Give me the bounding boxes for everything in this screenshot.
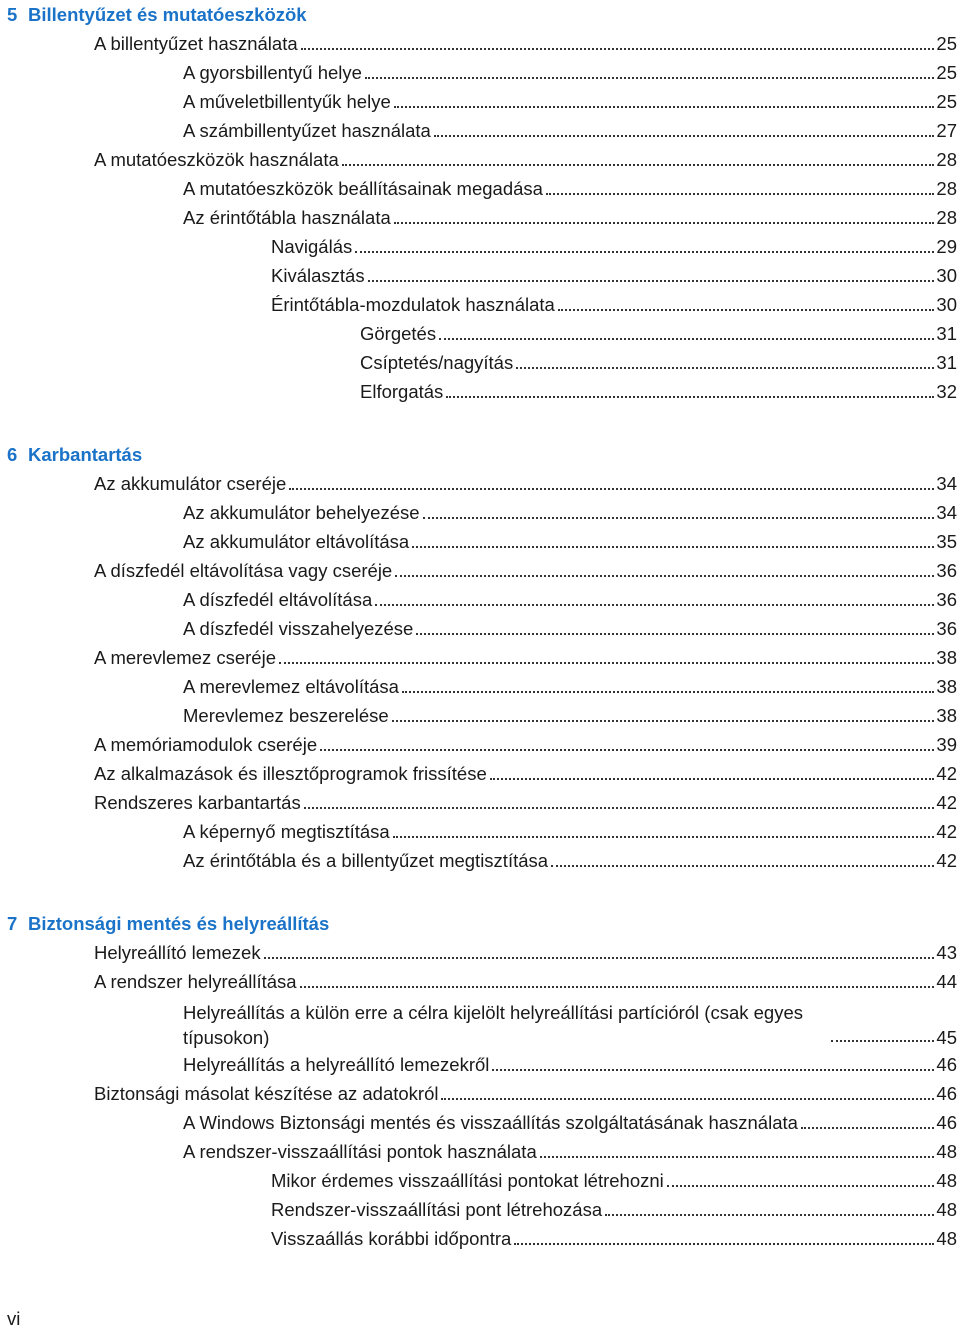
toc-entry[interactable]: [0, 1050, 960, 1079]
toc-entry-title: Az érintőtábla használata: [183, 207, 391, 228]
toc-entry-page: 36: [936, 618, 957, 639]
toc-entry-title: Görgetés: [360, 323, 437, 344]
toc-entry-page: 42: [936, 763, 957, 784]
dot-leader: [492, 1069, 934, 1071]
toc-entry-title: Csíptetés/nagyítás: [360, 352, 514, 373]
dot-leader: [365, 77, 934, 79]
dot-leader: [605, 1214, 934, 1216]
toc-entry-title: Az akkumulátor cseréje: [94, 473, 287, 494]
toc-entry[interactable]: [0, 1079, 960, 1108]
toc-entry[interactable]: [0, 1166, 960, 1195]
toc-entry-title: A billentyűzet használata: [94, 33, 298, 54]
dot-leader: [300, 986, 935, 988]
toc-entry[interactable]: [0, 58, 960, 87]
toc-entry-page: 48: [936, 1141, 957, 1162]
toc-entry-page: 46: [936, 1054, 957, 1075]
toc-entry[interactable]: [0, 938, 960, 967]
dot-leader: [393, 836, 935, 838]
toc-entry[interactable]: [0, 730, 960, 759]
dot-leader: [831, 1040, 934, 1042]
dot-leader: [304, 807, 935, 809]
toc-entry-page: 34: [936, 502, 957, 523]
chapter-heading[interactable]: [0, 0, 960, 29]
toc-section: [0, 0, 960, 406]
toc-entry[interactable]: [0, 469, 960, 498]
toc-entry[interactable]: [0, 672, 960, 701]
dot-leader: [540, 1156, 935, 1158]
dot-leader: [392, 720, 935, 722]
toc-entry[interactable]: [0, 556, 960, 585]
toc-entry-title: Rendszer-visszaállítási pont létrehozása: [271, 1199, 603, 1220]
toc-entry[interactable]: [0, 1195, 960, 1224]
toc-entry-title: A díszfedél eltávolítása: [183, 589, 373, 610]
chapter-title: Karbantartás: [28, 444, 143, 465]
toc-entry[interactable]: [0, 643, 960, 672]
toc-entry-page: 34: [936, 473, 957, 494]
toc-entry-title: Helyreállítás a helyreállító lemezekről: [183, 1054, 490, 1075]
toc-entry-page: 25: [936, 91, 957, 112]
dot-leader: [395, 575, 934, 577]
toc-entry[interactable]: [0, 585, 960, 614]
toc-entry-page: 28: [936, 207, 957, 228]
toc-entry[interactable]: [0, 1137, 960, 1166]
page-number: vi: [7, 1308, 21, 1329]
dot-leader: [320, 749, 934, 751]
toc-entry-page: 31: [936, 323, 957, 344]
toc-entry-page: 36: [936, 589, 957, 610]
toc-entry-page: 48: [936, 1199, 957, 1220]
toc-entry[interactable]: [0, 614, 960, 643]
toc-entry-title: Rendszeres karbantartás: [94, 792, 301, 813]
toc-entry[interactable]: [0, 498, 960, 527]
toc-entry-page: 25: [936, 62, 957, 83]
toc-entry-title: Navigálás: [271, 236, 353, 257]
toc-entry-title: A mutatóeszközök használata: [94, 149, 339, 170]
dot-leader: [439, 338, 934, 340]
toc-section: [0, 909, 960, 1253]
toc-entry-page: 42: [936, 821, 957, 842]
toc-entry-title: A képernyő megtisztítása: [183, 821, 390, 842]
toc-entry-page: 30: [936, 265, 957, 286]
toc-entry-page: 28: [936, 178, 957, 199]
toc-entry-title: A mutatóeszközök beállításainak megadása: [183, 178, 543, 199]
dot-leader: [667, 1185, 935, 1187]
dot-leader: [394, 106, 935, 108]
dot-leader: [301, 48, 935, 50]
toc-entry-page: 36: [936, 560, 957, 581]
toc-entry-page: 42: [936, 850, 957, 871]
toc-entry-page: 35: [936, 531, 957, 552]
dot-leader: [441, 1098, 934, 1100]
toc-entry-page: 25: [936, 33, 957, 54]
toc-entry-title: Biztonsági másolat készítése az adatokról: [94, 1083, 439, 1104]
toc-entry-page: 30: [936, 294, 957, 315]
toc-entry-title: A gyorsbillentyű helye: [183, 62, 362, 83]
section-gap: [0, 406, 960, 440]
toc-entry-title: A merevlemez eltávolítása: [183, 676, 399, 697]
toc-entry-title: Az alkalmazások és illesztőprogramok frissítése: [94, 763, 487, 784]
toc-entry-title: Elforgatás: [360, 381, 444, 402]
dot-leader: [394, 222, 935, 224]
toc-entry[interactable]: [0, 232, 960, 261]
dot-leader: [368, 280, 935, 282]
toc-entry-title: A Windows Biztonsági mentés és visszaállítás szolgáltatásának használata: [183, 1112, 798, 1133]
dot-leader: [355, 251, 934, 253]
dot-leader: [289, 488, 934, 490]
toc-entry-page: 48: [936, 1228, 957, 1249]
section-gap: [0, 875, 960, 909]
dot-leader: [375, 604, 934, 606]
chapter-title: Biztonsági mentés és helyreállítás: [28, 913, 330, 934]
toc-entry-page: 46: [936, 1112, 957, 1133]
dot-leader: [279, 662, 934, 664]
toc-entry-page: 32: [936, 381, 957, 402]
chapter-heading[interactable]: [0, 909, 960, 938]
toc-entry-title: Visszaállás korábbi időpontra: [271, 1228, 512, 1249]
toc-entry-title: Mikor érdemes visszaállítási pontokat létrehozni: [271, 1170, 664, 1191]
toc-entry[interactable]: [0, 1224, 960, 1253]
toc-entry-title: Az akkumulátor behelyezése: [183, 502, 420, 523]
toc-entry[interactable]: [0, 203, 960, 232]
toc-entry-title: Érintőtábla-mozdulatok használata: [271, 294, 555, 315]
toc-entry-page: 31: [936, 352, 957, 373]
dot-leader: [412, 546, 934, 548]
toc-entry-page: 45: [936, 1027, 957, 1048]
toc-entry[interactable]: [0, 174, 960, 203]
dot-leader: [446, 396, 934, 398]
toc-entry-page: 27: [936, 120, 957, 141]
toc-entry-title: A számbillentyűzet használata: [183, 120, 431, 141]
toc-entry-page: 44: [936, 971, 957, 992]
toc-entry-title: Kiválasztás: [271, 265, 365, 286]
toc-entry-title: Helyreállítás a külön erre a célra kijelölt helyreállítási partícióról (csak egyes típusokon): [183, 1002, 804, 1048]
toc-entry-page: 38: [936, 705, 957, 726]
toc-entry-page: 28: [936, 149, 957, 170]
toc-entry[interactable]: [0, 377, 960, 406]
toc-entry-page: 38: [936, 647, 957, 668]
dot-leader: [423, 517, 935, 519]
toc-entry-title: Helyreállító lemezek: [94, 942, 261, 963]
toc-entry-title: A rendszer helyreállítása: [94, 971, 297, 992]
toc-entry[interactable]: [0, 967, 960, 996]
toc-entry-page: 48: [936, 1170, 957, 1191]
dot-leader: [801, 1127, 934, 1129]
toc-entry[interactable]: [0, 527, 960, 556]
toc-entry-title: A merevlemez cseréje: [94, 647, 276, 668]
toc-entry-title: Az érintőtábla és a billentyűzet megtisztítása: [183, 850, 549, 871]
dot-leader: [546, 193, 934, 195]
toc-entry[interactable]: [0, 759, 960, 788]
dot-leader: [434, 135, 935, 137]
toc-entry[interactable]: [0, 817, 960, 846]
chapter-title: Billentyűzet és mutatóeszközök: [28, 4, 307, 25]
toc-entry-page: 29: [936, 236, 957, 257]
toc-entry[interactable]: [0, 319, 960, 348]
toc-entry[interactable]: [0, 290, 960, 319]
chapter-number: 5: [7, 4, 18, 25]
toc-entry[interactable]: [0, 348, 960, 377]
toc-entry[interactable]: [0, 261, 960, 290]
dot-leader: [264, 957, 935, 959]
toc-entry-page: 46: [936, 1083, 957, 1104]
toc-entry[interactable]: [0, 996, 960, 1050]
chapter-heading[interactable]: [0, 440, 960, 469]
toc-entry-page: 43: [936, 942, 957, 963]
dot-leader: [558, 309, 935, 311]
toc-entry-title: Az akkumulátor eltávolítása: [183, 531, 410, 552]
dot-leader: [514, 1243, 934, 1245]
toc-entry[interactable]: [0, 701, 960, 730]
toc-entry-page: 38: [936, 676, 957, 697]
toc-entry-page: 42: [936, 792, 957, 813]
toc-entry-title: Merevlemez beszerelése: [183, 705, 389, 726]
dot-leader: [490, 778, 935, 780]
dot-leader: [416, 633, 934, 635]
toc-entry[interactable]: [0, 788, 960, 817]
dot-leader: [516, 367, 934, 369]
toc-entry-page: 39: [936, 734, 957, 755]
toc-entry-title: A műveletbillentyűk helye: [183, 91, 391, 112]
toc-entry[interactable]: [0, 116, 960, 145]
toc-entry[interactable]: [0, 846, 960, 875]
toc-entry[interactable]: [0, 145, 960, 174]
toc-entry[interactable]: [0, 1108, 960, 1137]
toc-entry[interactable]: [0, 29, 960, 58]
toc-entry[interactable]: [0, 87, 960, 116]
chapter-number: 7: [7, 913, 18, 934]
dot-leader: [342, 164, 935, 166]
toc-entry-title: A rendszer-visszaállítási pontok használata: [183, 1141, 537, 1162]
dot-leader: [551, 865, 934, 867]
dot-leader: [402, 691, 934, 693]
toc-entry-title: A díszfedél eltávolítása vagy cseréje: [94, 560, 393, 581]
toc-entry-title: A díszfedél visszahelyezése: [183, 618, 414, 639]
toc-entry-title: A memóriamodulok cseréje: [94, 734, 318, 755]
toc-section: [0, 440, 960, 875]
chapter-number: 6: [7, 444, 18, 465]
